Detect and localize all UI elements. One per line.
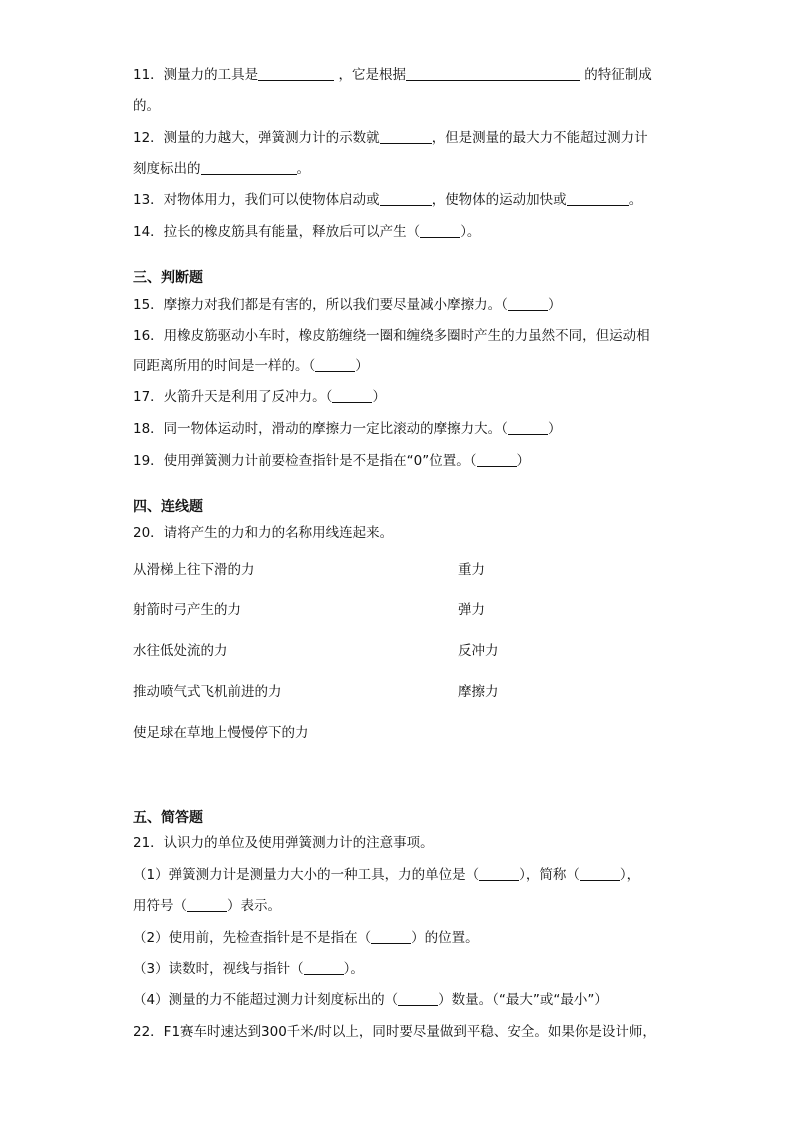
answer-blank[interactable] xyxy=(332,388,372,403)
section-heading-short: 五、简答题 xyxy=(133,810,203,826)
answer-blank[interactable] xyxy=(187,897,227,912)
answer-blank[interactable] xyxy=(406,66,580,81)
question-21: 21．认识力的单位及使用弹簧测力计的注意事项。 xyxy=(133,835,434,851)
question-21-part-3: （3）读数时，视线与指针（ ）。 xyxy=(133,961,364,977)
question-18: 18．同一物体运动时，滑动的摩擦力一定比滚动的摩擦力大。（ ） xyxy=(133,421,562,437)
question-21-part-1-cont: 用符号（ ）表示。 xyxy=(133,898,281,914)
answer-blank[interactable] xyxy=(508,296,548,311)
match-left-item[interactable]: 射箭时弓产生的力 xyxy=(133,602,241,618)
question-21-part-1: （1）弹簧测力计是测量力大小的一种工具，力的单位是（ ），简称（ ）， xyxy=(133,867,641,883)
answer-blank[interactable] xyxy=(477,452,517,467)
question-13: 13．对物体用力，我们可以使物体启动或 ，使物体的运动加快或 。 xyxy=(133,192,643,208)
question-22: 22．F1赛车时速达到300千米/时以上，同时要尽量做到平稳、安全。如果你是设计师， xyxy=(133,1024,656,1040)
section-heading-judge: 三、判断题 xyxy=(133,270,203,286)
answer-blank[interactable] xyxy=(420,223,460,238)
answer-blank[interactable] xyxy=(304,960,344,975)
answer-blank[interactable] xyxy=(508,420,548,435)
answer-blank[interactable] xyxy=(315,357,355,372)
question-15: 15．摩擦力对我们都是有害的，所以我们要尽量减小摩擦力。（ ） xyxy=(133,297,562,313)
answer-blank[interactable] xyxy=(567,191,629,206)
question-11-cont: 的。 xyxy=(133,98,160,114)
question-17: 17．火箭升天是利用了反冲力。（ ） xyxy=(133,389,386,405)
answer-blank[interactable] xyxy=(258,66,334,81)
answer-blank[interactable] xyxy=(479,866,519,881)
answer-blank[interactable] xyxy=(380,191,432,206)
question-16: 16．用橡皮筋驱动小车时，橡皮筋缠绕一圈和缠绕多圈时产生的力虽然不同，但运动相 xyxy=(133,328,650,344)
section-heading-match: 四、连线题 xyxy=(133,499,203,515)
match-left-item[interactable]: 水往低处流的力 xyxy=(133,643,228,659)
question-12: 12．测量的力越大，弹簧测力计的示数就 ，但是测量的最大力不能超过测力计 xyxy=(133,130,648,146)
match-right-item[interactable]: 反冲力 xyxy=(458,643,499,659)
match-left-item[interactable]: 推动喷气式飞机前进的力 xyxy=(133,684,282,700)
match-right-item[interactable]: 重力 xyxy=(458,562,485,578)
match-right-item[interactable]: 弹力 xyxy=(458,602,485,618)
match-left-item[interactable]: 从滑梯上往下滑的力 xyxy=(133,562,255,578)
answer-blank[interactable] xyxy=(371,929,411,944)
answer-blank[interactable] xyxy=(380,129,432,144)
answer-blank[interactable] xyxy=(398,991,438,1006)
match-right-item[interactable]: 摩擦力 xyxy=(458,684,499,700)
answer-blank[interactable] xyxy=(580,866,620,881)
question-21-part-4: （4）测量的力不能超过测力计刻度标出的（ ）数量。（“最大”或“最小”） xyxy=(133,992,608,1008)
question-14: 14．拉长的橡皮筋具有能量，释放后可以产生（ ）。 xyxy=(133,224,481,240)
question-12-cont: 刻度标出的 。 xyxy=(133,161,310,177)
question-21-part-2: （2）使用前，先检查指针是不是指在（ ）的位置。 xyxy=(133,930,479,946)
question-19: 19．使用弹簧测力计前要检查指针是不是指在“0”位置。（ ） xyxy=(133,453,531,469)
question-16-cont: 同距离所用的时间是一样的。（ ） xyxy=(133,358,369,374)
question-11: 11．测量力的工具是 ，它是根据 的特征制成 xyxy=(133,67,652,83)
answer-blank[interactable] xyxy=(201,160,297,175)
match-left-item[interactable]: 使足球在草地上慢慢停下的力 xyxy=(133,725,309,741)
question-20: 20．请将产生的力和力的名称用线连起来。 xyxy=(133,525,394,541)
